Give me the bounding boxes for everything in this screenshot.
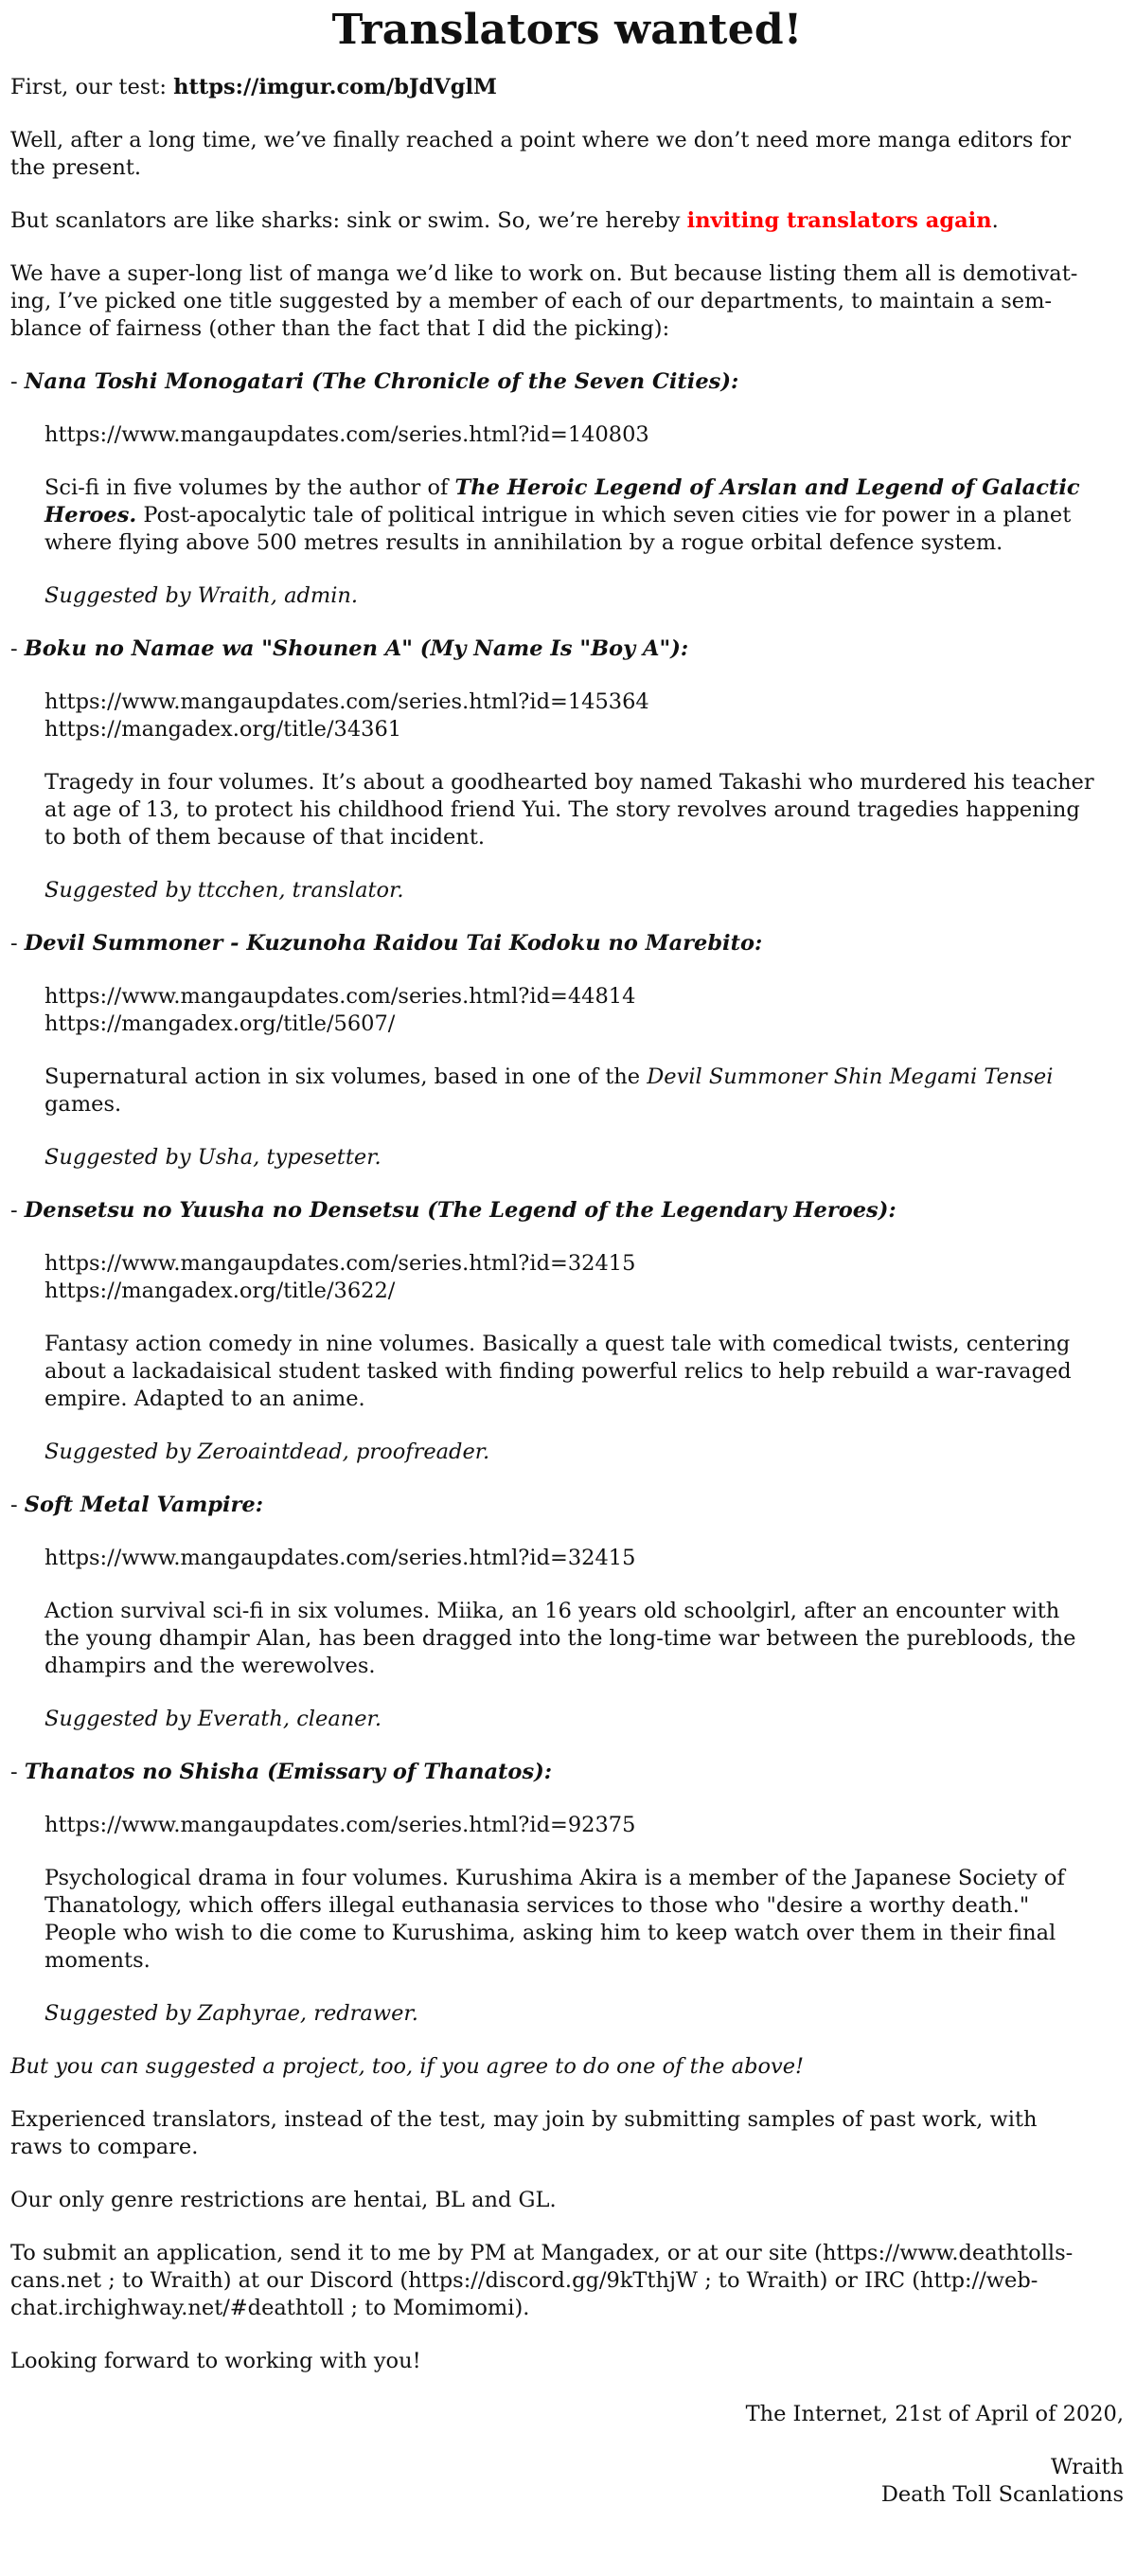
- description-text: Sci-fi in five volumes by the author of: [44, 475, 455, 500]
- description-text: Post-apocalytic tale of political intrigue in which seven cities vie for power in a planet: [136, 503, 1072, 528]
- suggested-by: Suggested by Zeroaintdead, proofreader.: [44, 1440, 490, 1464]
- suggested-by: Suggested by Zaphyrae, redrawer.: [44, 2001, 418, 2026]
- entry-links: [10, 421, 1124, 449]
- mangaupdates-link[interactable]: https://www.mangaupdates.com/series.html?id=92375: [44, 1813, 636, 1837]
- inviting-translators-highlight: inviting translators again: [686, 208, 992, 233]
- entry-description: [10, 474, 1124, 557]
- description-line: where flying above 500 metres results in annihilation by a rogue orbital defence system.: [44, 530, 1003, 555]
- sharks-suffix: .: [991, 208, 999, 233]
- list-dash: -: [10, 636, 25, 661]
- paragraph-line: To submit an application, send it to me by PM at Mangadex, or at our site (https://www.deathtolls-: [10, 2241, 1074, 2265]
- manga-entry: [10, 635, 1124, 904]
- work-title: Heroes.: [44, 503, 137, 528]
- editors-paragraph: [10, 127, 1124, 182]
- dateline: The Internet, 21st of April of 2020,: [745, 2402, 1124, 2426]
- manga-entry: [10, 1492, 1124, 1733]
- entry-heading: [10, 1197, 1124, 1225]
- signature-block: [10, 2454, 1124, 2509]
- list-dash: -: [10, 369, 25, 394]
- entry-description: [10, 1865, 1124, 1975]
- paragraph-line: ing, I’ve picked one title suggested by a member of each of our departments, to maintain a sem-: [10, 289, 1053, 313]
- sharks-text: But scanlators are like sharks: sink or swim. So, we’re hereby: [10, 208, 687, 233]
- description-line: about a lackadaisical student tasked with finding powerful relics to help rebuild a war-ravaged: [44, 1359, 1072, 1384]
- paragraph-line: blance of fairness (other than the fact that I did the picking):: [10, 316, 670, 341]
- description-line: [44, 1064, 1124, 1091]
- test-line: [10, 74, 1124, 101]
- description-line: Psychological drama in four volumes. Kurushima Akira is a member of the Japanese Society of: [44, 1866, 1065, 1890]
- entry-description: [10, 1598, 1124, 1680]
- entry-links: [10, 1545, 1124, 1572]
- mangadex-link[interactable]: https://mangadex.org/title/5607/: [44, 1011, 396, 1036]
- manga-entry: [10, 368, 1124, 610]
- description-line: Action survival sci-fi in six volumes. Miika, an 16 years old schoolgirl, after an encounter with: [44, 1599, 1060, 1623]
- entry-title: Soft Metal Vampire:: [24, 1493, 264, 1517]
- entry-title: Nana Toshi Monogatari (The Chronicle of the Seven Cities):: [24, 369, 739, 394]
- document-page: [10, 0, 1124, 2534]
- list-dash: -: [10, 1493, 25, 1517]
- submit-paragraph: [10, 2240, 1124, 2322]
- description-line: Tragedy in four volumes. It’s about a goodhearted boy named Takashi who murdered his teacher: [44, 770, 1094, 795]
- paragraph-line: Experienced translators, instead of the test, may join by submitting samples of past work, with: [10, 2107, 1038, 2132]
- manga-entry: [10, 930, 1124, 1172]
- entry-heading: [10, 1759, 1124, 1786]
- mangaupdates-link[interactable]: https://www.mangaupdates.com/series.html?id=32415: [44, 1251, 636, 1276]
- suggest-project-note: But you can suggested a project, too, if you agree to do one of the above!: [10, 2054, 805, 2079]
- suggested-by: Suggested by Usha, typesetter.: [44, 1145, 382, 1170]
- signature-name: Wraith: [1050, 2455, 1124, 2479]
- paragraph-line: We have a super-long list of manga we’d like to work on. But because listing them all is demotivat-: [10, 261, 1078, 286]
- entry-description: [10, 769, 1124, 851]
- entry-links: [10, 689, 1124, 743]
- suggested-by: Suggested by Everath, cleaner.: [44, 1707, 382, 1731]
- closing-line: Looking forward to working with you!: [10, 2349, 421, 2373]
- manga-entry: [10, 1197, 1124, 1466]
- entry-description: [10, 1331, 1124, 1413]
- entry-heading: [10, 368, 1124, 396]
- entry-links: [10, 1250, 1124, 1305]
- paragraph-line: Well, after a long time, we’ve finally reached a point where we don’t need more manga editors for: [10, 128, 1072, 152]
- description-line: to both of them because of that incident.: [44, 825, 486, 850]
- list-dash: -: [10, 1198, 25, 1223]
- description-line: at age of 13, to protect his childhood friend Yui. The story revolves around tragedies happening: [44, 797, 1080, 822]
- entry-heading: [10, 930, 1124, 957]
- list-dash: -: [10, 931, 25, 956]
- signature-group: Death Toll Scanlations: [880, 2482, 1124, 2507]
- list-dash: -: [10, 1760, 25, 1784]
- list-intro-paragraph: [10, 260, 1124, 343]
- entry-links: [10, 1812, 1124, 1839]
- description-line: [44, 474, 1124, 502]
- suggested-by: Suggested by ttcchen, translator.: [44, 878, 404, 903]
- description-line: People who wish to die come to Kurushima, asking him to keep watch over them in their final: [44, 1921, 1056, 1945]
- sharks-paragraph: [10, 207, 1124, 235]
- description-text: Supernatural action in six volumes, based in one of the: [44, 1064, 648, 1089]
- description-line: the young dhampir Alan, has been dragged into the long-time war between the purebloods, the: [44, 1626, 1076, 1651]
- manga-entry: [10, 1759, 1124, 2028]
- entry-title: Boku no Namae wa "Shounen A" (My Name Is "Boy A"):: [24, 636, 689, 661]
- test-link[interactable]: https://imgur.com/bJdVglM: [173, 75, 497, 99]
- description-line: Thanatology, which offers illegal euthanasia services to those who "desire a worthy death.": [44, 1893, 1030, 1918]
- paragraph-line: the present.: [10, 155, 142, 180]
- description-line: dhampirs and the werewolves.: [44, 1654, 376, 1678]
- description-line: [44, 502, 1124, 529]
- mangadex-link[interactable]: https://mangadex.org/title/3622/: [44, 1279, 396, 1303]
- experienced-paragraph: [10, 2106, 1124, 2161]
- paragraph-line: cans.net ; to Wraith) at our Discord (https://discord.gg/9kTthjW ; to Wraith) or IRC (http://web-: [10, 2268, 1038, 2293]
- paragraph-line: chat.irchighway.net/#deathtoll ; to Momimomi).: [10, 2296, 530, 2320]
- suggested-by: Suggested by Wraith, admin.: [44, 583, 359, 608]
- description-line: games.: [44, 1092, 122, 1117]
- page-title: Translators wanted!: [331, 6, 803, 54]
- mangaupdates-link[interactable]: https://www.mangaupdates.com/series.html?id=140803: [44, 422, 649, 447]
- entry-heading: [10, 635, 1124, 663]
- entry-title: Devil Summoner - Kuzunoha Raidou Tai Kodoku no Marebito:: [24, 931, 763, 956]
- mangaupdates-link[interactable]: https://www.mangaupdates.com/series.html?id=145364: [44, 689, 649, 714]
- description-line: moments.: [44, 1948, 151, 1973]
- entry-title: Thanatos no Shisha (Emissary of Thanatos):: [24, 1760, 553, 1784]
- test-label: First, our test:: [10, 75, 174, 99]
- mangaupdates-link[interactable]: https://www.mangaupdates.com/series.html?id=44814: [44, 984, 636, 1009]
- work-title: The Heroic Legend of Arslan and Legend of Galactic: [454, 475, 1080, 500]
- entry-description: [10, 1064, 1124, 1118]
- description-line: Fantasy action comedy in nine volumes. Basically a quest tale with comedical twists, centering: [44, 1332, 1071, 1356]
- mangadex-link[interactable]: https://mangadex.org/title/34361: [44, 717, 402, 742]
- work-title: Devil Summoner Shin Megami Tensei: [647, 1064, 1054, 1089]
- entry-links: [10, 983, 1124, 1038]
- restrictions-paragraph: Our only genre restrictions are hentai, BL and GL.: [10, 2188, 557, 2212]
- entry-heading: [10, 1492, 1124, 1519]
- paragraph-line: raws to compare.: [10, 2135, 199, 2159]
- description-line: empire. Adapted to an anime.: [44, 1386, 365, 1411]
- mangaupdates-link[interactable]: https://www.mangaupdates.com/series.html?id=32415: [44, 1546, 636, 1570]
- entry-title: Densetsu no Yuusha no Densetsu (The Legend of the Legendary Heroes):: [24, 1198, 896, 1223]
